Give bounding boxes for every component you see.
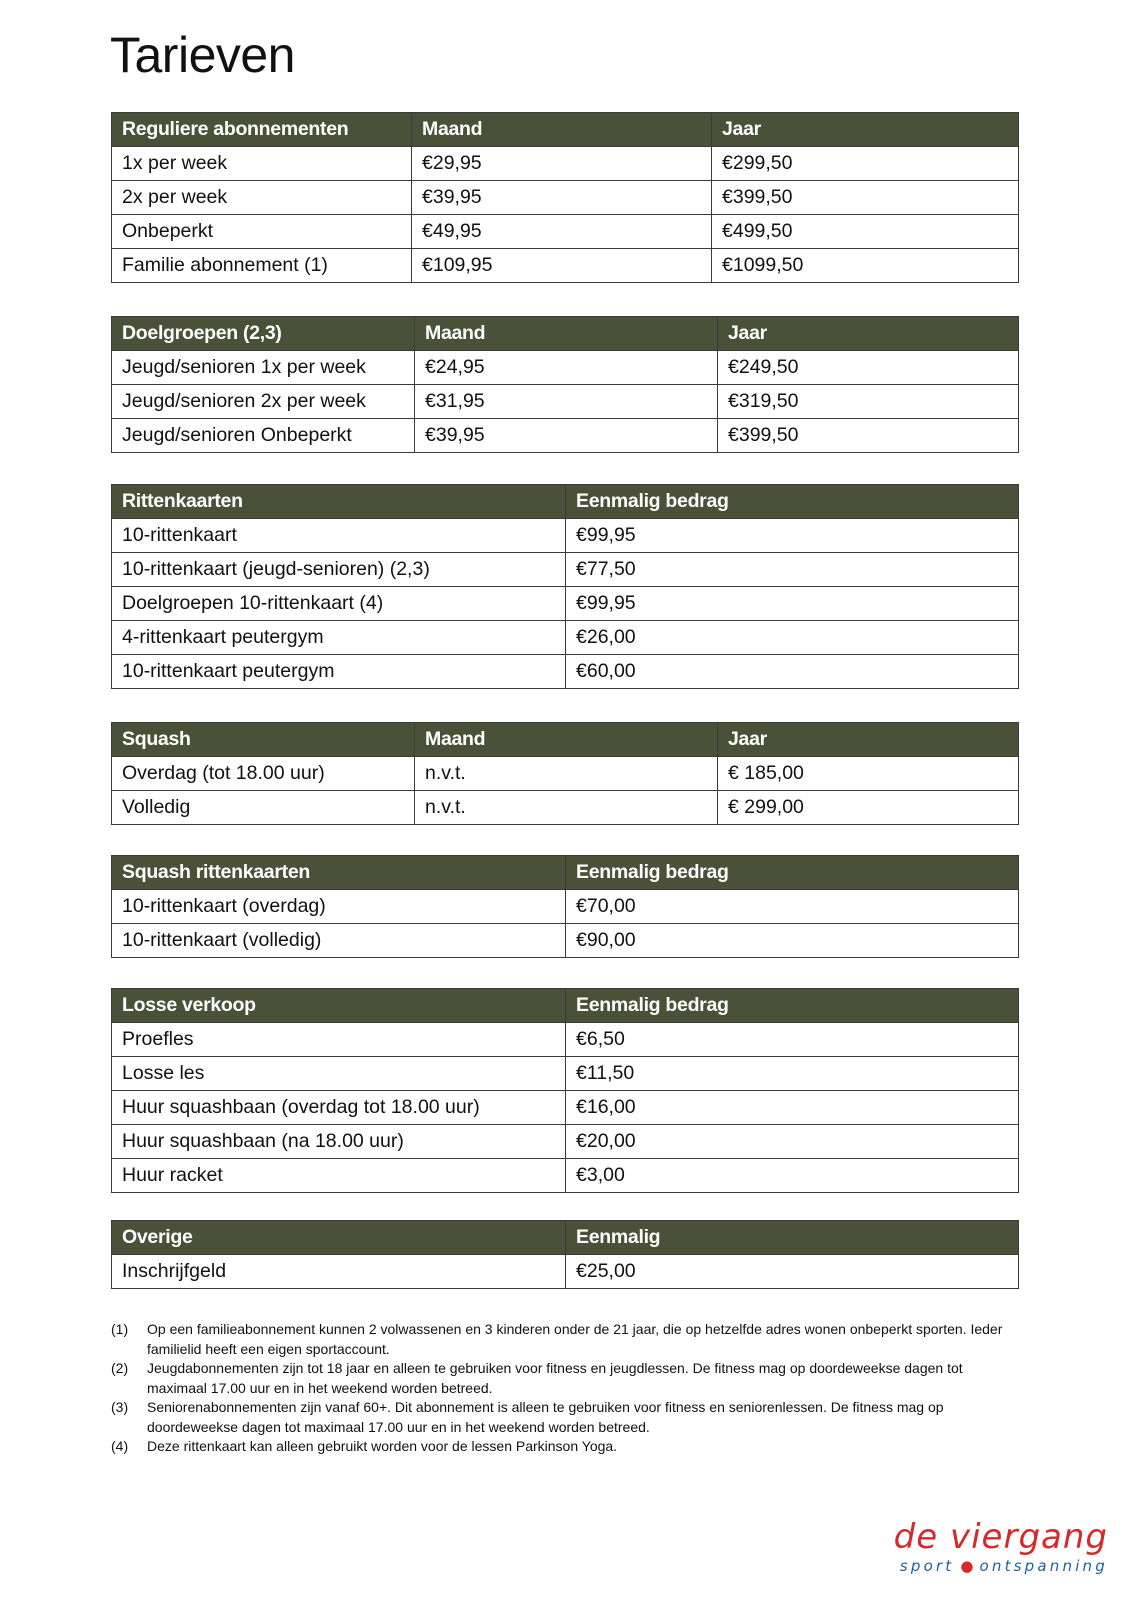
table-row	[112, 147, 1019, 181]
table-regulier	[111, 112, 1019, 283]
cell: 4-rittenkaart peutergym	[112, 621, 566, 655]
cell: €24,95	[415, 351, 718, 385]
table-header-row	[112, 485, 1019, 519]
table-row	[112, 757, 1019, 791]
footnote-text: Deze rittenkaart kan alleen gebruikt worden voor de lessen Parkinson Yoga.	[147, 1438, 618, 1454]
table-header-row	[112, 1221, 1019, 1255]
cell: €26,00	[566, 621, 1019, 655]
cell: Proefles	[112, 1023, 566, 1057]
cell: €77,50	[566, 553, 1019, 587]
table-row	[112, 181, 1019, 215]
header-cell: Jaar	[718, 723, 1019, 757]
table-row	[112, 924, 1019, 958]
header-cell: Jaar	[718, 317, 1019, 351]
brand-logo	[894, 1518, 1108, 1576]
cell: n.v.t.	[415, 757, 718, 791]
header-cell: Reguliere abonnementen	[112, 113, 412, 147]
cell: €299,50	[712, 147, 1019, 181]
cell: Jeugd/senioren Onbeperkt	[112, 419, 415, 453]
table-row	[112, 1125, 1019, 1159]
footnote-number: (2)	[111, 1360, 129, 1376]
cell: n.v.t.	[415, 791, 718, 825]
table-row	[112, 1023, 1019, 1057]
table-row	[112, 655, 1019, 689]
cell: Onbeperkt	[112, 215, 412, 249]
footnotes	[111, 1320, 1021, 1457]
cell: €399,50	[718, 419, 1019, 453]
cell: Doelgroepen 10-rittenkaart (4)	[112, 587, 566, 621]
footnote-text: Seniorenabonnementen zijn vanaf 60+. Dit abonnement is alleen te gebruiken voor fitness en seniorenlessen. De fitness mag op doordeweekse dagen tot maximaal 17.00 uur en in het weekend worden betreed.	[147, 1399, 944, 1435]
cell: Familie abonnement (1)	[112, 249, 412, 283]
header-cell: Eenmalig	[566, 1221, 1019, 1255]
cell: €3,00	[566, 1159, 1019, 1193]
table-row	[112, 1091, 1019, 1125]
cell: 10-rittenkaart peutergym	[112, 655, 566, 689]
cell: €31,95	[415, 385, 718, 419]
table-row	[112, 1159, 1019, 1193]
table-header-row	[112, 856, 1019, 890]
cell: €70,00	[566, 890, 1019, 924]
dot-icon: ●	[960, 1557, 974, 1575]
table-squash-rittenkaarten	[111, 855, 1019, 958]
cell: €90,00	[566, 924, 1019, 958]
table-row	[112, 621, 1019, 655]
cell: 10-rittenkaart (overdag)	[112, 890, 566, 924]
table-row	[112, 385, 1019, 419]
footnote	[111, 1320, 1021, 1359]
table-row	[112, 587, 1019, 621]
footnote	[111, 1359, 1021, 1398]
table-row	[112, 1057, 1019, 1091]
cell: €249,50	[718, 351, 1019, 385]
cell: €11,50	[566, 1057, 1019, 1091]
logo-name: de viergang	[893, 1517, 1108, 1557]
cell: €39,95	[415, 419, 718, 453]
table-header-row	[112, 723, 1019, 757]
table-losse-verkoop	[111, 988, 1019, 1193]
cell: Jeugd/senioren 2x per week	[112, 385, 415, 419]
cell: €39,95	[412, 181, 712, 215]
footnote	[111, 1398, 1021, 1437]
table-rittenkaarten	[111, 484, 1019, 689]
logo-tagline-right: ontspanning	[979, 1557, 1108, 1575]
cell: Inschrijfgeld	[112, 1255, 566, 1289]
footnote-number: (1)	[111, 1321, 129, 1337]
cell: Losse les	[112, 1057, 566, 1091]
cell: Jeugd/senioren 1x per week	[112, 351, 415, 385]
cell: €399,50	[712, 181, 1019, 215]
footnote	[111, 1437, 1021, 1457]
header-cell: Squash rittenkaarten	[112, 856, 566, 890]
header-cell: Maand	[415, 317, 718, 351]
table-row	[112, 419, 1019, 453]
header-cell: Doelgroepen (2,3)	[112, 317, 415, 351]
table-doelgroepen	[111, 316, 1019, 453]
header-cell: Losse verkoop	[112, 989, 566, 1023]
header-cell: Eenmalig bedrag	[566, 485, 1019, 519]
header-cell: Squash	[112, 723, 415, 757]
header-cell: Jaar	[712, 113, 1019, 147]
cell: €6,50	[566, 1023, 1019, 1057]
cell: €99,95	[566, 587, 1019, 621]
cell: €499,50	[712, 215, 1019, 249]
header-cell: Eenmalig bedrag	[566, 989, 1019, 1023]
cell: 10-rittenkaart	[112, 519, 566, 553]
header-cell: Maand	[415, 723, 718, 757]
table-row	[112, 553, 1019, 587]
cell: €109,95	[412, 249, 712, 283]
header-cell: Eenmalig bedrag	[566, 856, 1019, 890]
table-header-row	[112, 317, 1019, 351]
cell: Volledig	[112, 791, 415, 825]
cell: Huur racket	[112, 1159, 566, 1193]
cell: 10-rittenkaart (volledig)	[112, 924, 566, 958]
cell: 10-rittenkaart (jeugd-senioren) (2,3)	[112, 553, 566, 587]
cell: 1x per week	[112, 147, 412, 181]
cell: €1099,50	[712, 249, 1019, 283]
table-row	[112, 215, 1019, 249]
header-cell: Rittenkaarten	[112, 485, 566, 519]
cell: €49,95	[412, 215, 712, 249]
logo-tagline-left: sport	[899, 1557, 955, 1575]
cell: € 299,00	[718, 791, 1019, 825]
cell: €99,95	[566, 519, 1019, 553]
cell: €16,00	[566, 1091, 1019, 1125]
footnote-text: Op een familieabonnement kunnen 2 volwassenen en 3 kinderen onder de 21 jaar, die op hetzelfde adres wonen onbeperkt sporten. Ieder familielid heeft een eigen sportaccount.	[147, 1321, 1003, 1357]
table-squash	[111, 722, 1019, 825]
cell: €29,95	[412, 147, 712, 181]
cell: €60,00	[566, 655, 1019, 689]
footnote-number: (3)	[111, 1399, 129, 1415]
table-header-row	[112, 113, 1019, 147]
cell: €25,00	[566, 1255, 1019, 1289]
cell: Huur squashbaan (na 18.00 uur)	[112, 1125, 566, 1159]
header-cell: Maand	[412, 113, 712, 147]
table-row	[112, 249, 1019, 283]
logo-tagline	[894, 1556, 1108, 1576]
table-row	[112, 519, 1019, 553]
table-row	[112, 1255, 1019, 1289]
table-row	[112, 890, 1019, 924]
table-header-row	[112, 989, 1019, 1023]
cell: Overdag (tot 18.00 uur)	[112, 757, 415, 791]
footnote-number: (4)	[111, 1438, 129, 1454]
footnote-text: Jeugdabonnementen zijn tot 18 jaar en alleen te gebruiken voor fitness en jeugdlessen. De fitness mag op doordeweekse dagen tot maximaal 17.00 uur en in het weekend worden betreed.	[147, 1360, 963, 1396]
cell: €319,50	[718, 385, 1019, 419]
page-title: Tarieven	[110, 27, 295, 83]
table-row	[112, 351, 1019, 385]
header-cell: Overige	[112, 1221, 566, 1255]
cell: €20,00	[566, 1125, 1019, 1159]
cell: 2x per week	[112, 181, 412, 215]
cell: Huur squashbaan (overdag tot 18.00 uur)	[112, 1091, 566, 1125]
cell: € 185,00	[718, 757, 1019, 791]
table-overige	[111, 1220, 1019, 1289]
table-row	[112, 791, 1019, 825]
